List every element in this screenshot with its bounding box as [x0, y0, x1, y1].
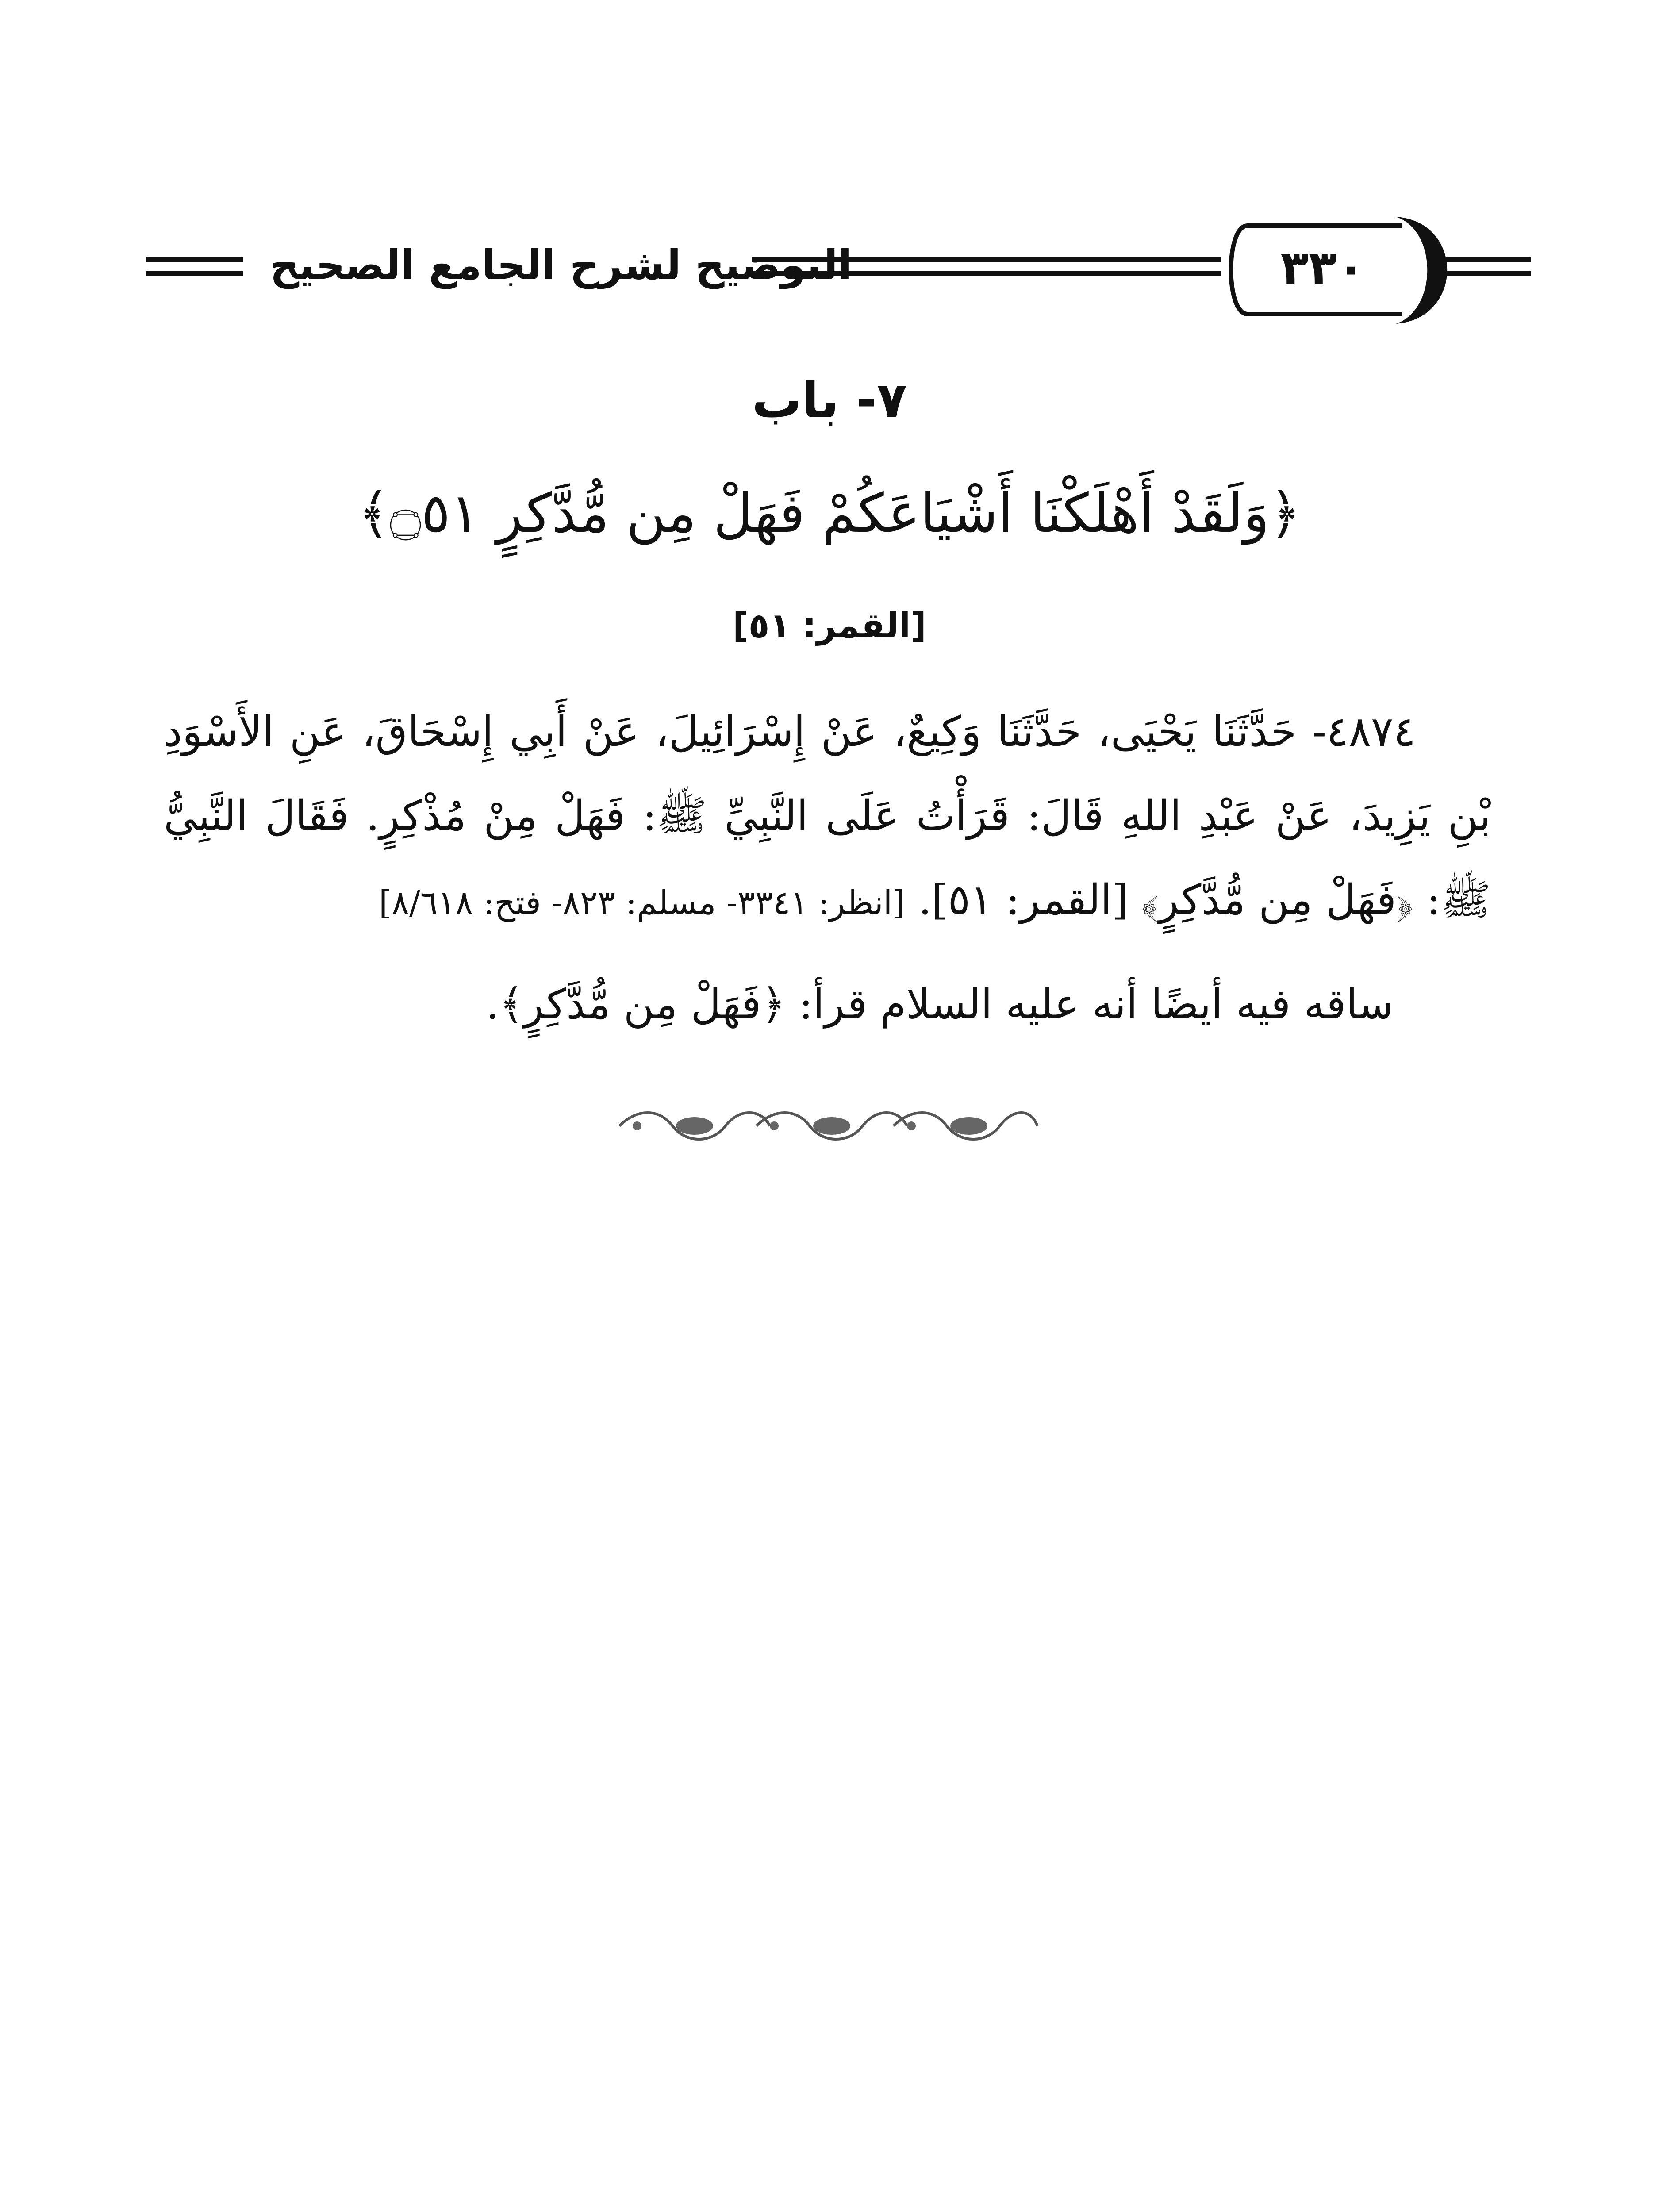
- hadith-text: ٤٨٧٤- حَدَّثَنَا يَحْيَى، حَدَّثَنَا وَكِيعٌ، عَنْ إِسْرَائِيلَ، عَنْ أَبِي إِسْحَاقَ، عَنِ الأَسْوَدِ بْنِ يَزِيدَ، عَنْ عَبْدِ اللهِ قَالَ: قَرَأْتُ عَلَى النَّبِيِّ ﷺ: فَهَلْ مِنْ مُذْكِرٍ. فَقَالَ النَّبِيُّ ﷺ: ﴿فَهَلْ مِن مُّدَّكِرٍ﴾ [القمر: ٥١].: [164, 708, 1491, 924]
- verse-reference: [القمر: ٥١]: [733, 606, 926, 646]
- body-text: [164, 690, 1491, 1047]
- page-number: ٣٣٠: [1280, 241, 1365, 295]
- header-rule-middle: [752, 257, 1221, 276]
- hadith-paragraph: [164, 690, 1491, 945]
- chapter-verse: ﴿وَلَقَدْ أَهْلَكْنَا أَشْيَاعَكُمْ فَهَلْ مِن مُّدَّكِرٍ ۝٥١﴾: [358, 482, 1301, 545]
- hadith-cross-reference: [انظر: ٣٣٤١- مسلم: ٨٢٣- فتح: ٨/٦١٨]: [379, 884, 906, 922]
- header-rule-left: [146, 257, 243, 276]
- book-title: التوضيح لشرح الجامع الصحيح: [270, 242, 852, 289]
- chapter-title: ٧- باب: [752, 372, 907, 429]
- section-divider-ornament-icon: [611, 1106, 1044, 1146]
- header-rule-right: [1444, 257, 1531, 276]
- running-header: [146, 208, 1531, 332]
- commentary-paragraph: ساقه فيه أيضًا أنه عليه السلام قرأ: ﴿فَهَلْ مِن مُّدَّكِرٍ﴾.: [486, 980, 1394, 1029]
